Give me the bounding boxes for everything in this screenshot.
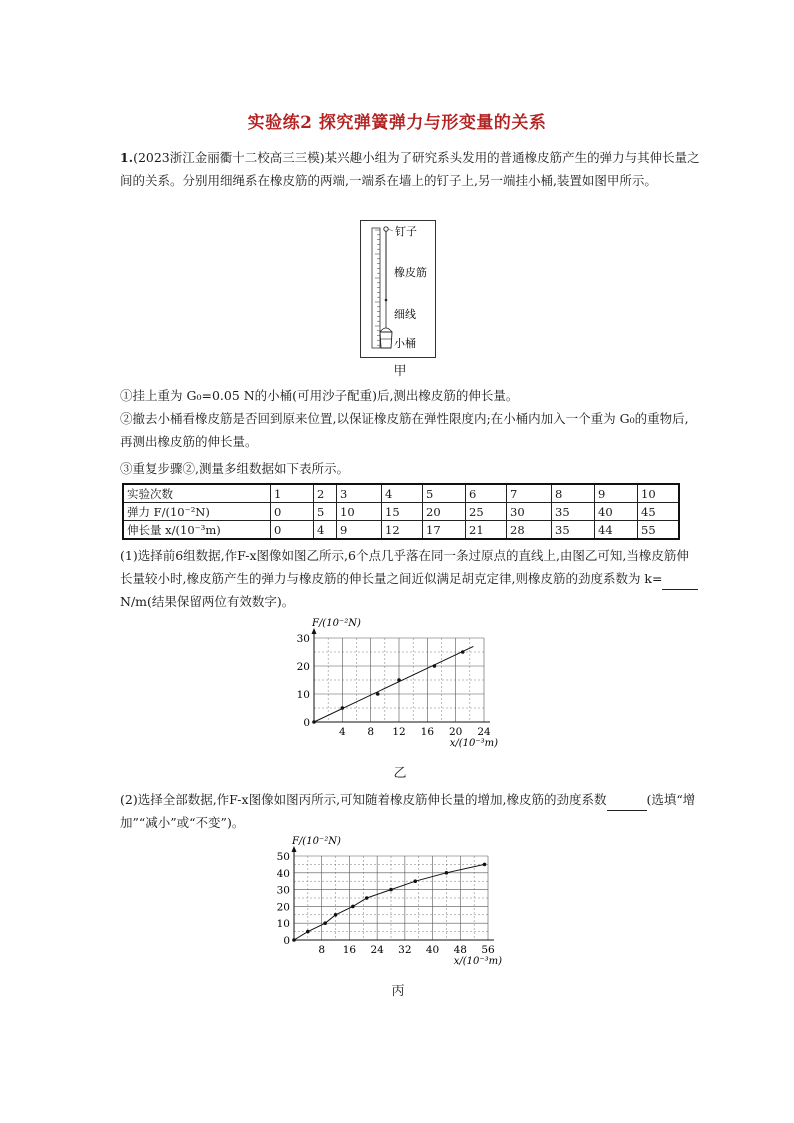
- x-axis-label: x/(10⁻³m): [449, 738, 498, 749]
- label-leader-nail: [388, 229, 393, 231]
- table-row: [123, 521, 679, 540]
- chart-b-caption: 乙: [393, 766, 407, 781]
- y-axis-label: F/(10⁻²N): [312, 618, 361, 629]
- data-point: [445, 871, 449, 875]
- table-cell: 0: [271, 503, 314, 521]
- step-3: ③重复步骤②,测量多组数据如下表所示。: [120, 461, 349, 476]
- table-cell: 5: [314, 503, 337, 521]
- figure-a-caption: 甲: [393, 364, 407, 379]
- data-point: [351, 905, 355, 909]
- data-point: [334, 913, 338, 917]
- bucket-handle: [380, 328, 392, 332]
- x-tick-label: 48: [453, 944, 467, 956]
- label-thread: 细线: [394, 308, 416, 321]
- answer-blank-1[interactable]: [662, 575, 698, 590]
- table-cell: 21: [466, 521, 507, 540]
- table-cell: 4: [314, 521, 337, 540]
- table-cell: 弹力 F/(10⁻²N): [123, 503, 271, 521]
- table-cell: 9: [595, 484, 638, 503]
- table-cell: 35: [552, 521, 595, 540]
- data-table: [122, 483, 680, 540]
- y-axis-label: F/(10⁻²N): [292, 836, 341, 847]
- y-tick-label: 30: [296, 633, 310, 645]
- series-line: [294, 864, 485, 940]
- table-cell: 35: [552, 503, 595, 521]
- data-point: [389, 888, 393, 892]
- bucket-icon: [380, 332, 392, 348]
- x-tick-label: 32: [398, 944, 412, 956]
- page-title: 实验练2 探究弹簧弹力与形变量的关系: [247, 113, 547, 133]
- table-cell: 伸长量 x/(10⁻³m): [123, 521, 271, 540]
- table-cell: 0: [271, 521, 314, 540]
- chart-c: [278, 836, 518, 972]
- table-cell: 4: [382, 484, 423, 503]
- part-2-text: (2)选择全部数据,作F-x图像如图丙所示,可知随着橡皮筋伸长量的增加,橡皮筋的劲度系数: [120, 792, 607, 807]
- y-tick-label: 10: [276, 918, 290, 931]
- x-tick-label: 12: [392, 726, 406, 738]
- table-row: [123, 503, 679, 521]
- table-cell: 45: [638, 503, 680, 521]
- data-point: [341, 706, 345, 710]
- data-point: [365, 896, 369, 900]
- ruler: [372, 228, 380, 348]
- x-tick-label: 24: [477, 726, 491, 738]
- table-cell: 44: [595, 521, 638, 540]
- table-cell: 5: [423, 484, 466, 503]
- table-cell: 7: [507, 484, 552, 503]
- x-tick-label: 8: [318, 944, 326, 956]
- y-tick-label: 20: [276, 901, 290, 914]
- table-row: [123, 484, 679, 503]
- x-tick-label: 4: [338, 726, 346, 738]
- x-tick-label: 16: [420, 726, 435, 738]
- question-number: 1.: [120, 150, 134, 165]
- chart-b: [290, 618, 520, 758]
- y-tick-label: 50: [276, 851, 290, 863]
- table-cell: 12: [382, 521, 423, 540]
- table-cell: 25: [466, 503, 507, 521]
- chart-c-caption: 丙: [391, 984, 405, 999]
- table-cell: 30: [507, 503, 552, 521]
- label-bucket: 小桶: [394, 337, 416, 350]
- part-2: [120, 788, 700, 834]
- data-point: [433, 664, 437, 668]
- data-point: [413, 879, 417, 883]
- table-cell: 6: [466, 484, 507, 503]
- step-2: ②撤去小桶看橡皮筋是否回到原来位置,以保证橡皮筋在弹性限度内;在小桶内加入一个重为 G₀的重物后,再测出橡皮筋的伸长量。: [120, 411, 689, 449]
- table-cell: 10: [638, 484, 680, 503]
- part-1-tail: N/m(结果保留两位有效数字)。: [120, 594, 295, 609]
- nail-icon: [384, 227, 388, 231]
- data-point: [483, 863, 487, 867]
- table-cell: 15: [382, 503, 423, 521]
- y-tick-label: 20: [296, 661, 310, 673]
- data-point: [323, 921, 327, 925]
- figure-apparatus: [360, 220, 436, 358]
- data-point: [397, 678, 401, 682]
- x-axis-label: x/(10⁻³m): [453, 956, 502, 967]
- table-cell: 55: [638, 521, 680, 540]
- question-intro-text: (2023浙江金丽衢十二校高三三模)某兴趣小组为了研究系头发用的普通橡皮筋产生的弹力与其伸长量之间的关系。分别用细绳系在橡皮筋的两端,一端系在墙上的钉子上,另一端挂小桶,装置如图甲所示。: [120, 150, 700, 188]
- table-cell: 17: [423, 521, 466, 540]
- data-point: [292, 938, 296, 942]
- table-cell: 8: [552, 484, 595, 503]
- table-cell: 实验次数: [123, 484, 271, 503]
- step-1: ①挂上重为 G₀=0.05 N的小桶(可用沙子配重)后,测出橡皮筋的伸长量。: [120, 388, 519, 403]
- table-cell: 28: [507, 521, 552, 540]
- y-tick-label: 0: [303, 717, 310, 729]
- data-point: [306, 930, 310, 934]
- grid: [294, 856, 488, 940]
- answer-blank-2[interactable]: [607, 796, 647, 811]
- part-1: [120, 544, 700, 613]
- table-cell: 20: [423, 503, 466, 521]
- table-cell: 1: [271, 484, 314, 503]
- y-tick-label: 0: [283, 935, 290, 947]
- y-tick-label: 40: [276, 867, 290, 880]
- x-tick-label: 20: [448, 726, 463, 738]
- label-nail: 钉子: [395, 225, 417, 238]
- x-tick-label: 24: [370, 944, 384, 956]
- table-cell: 40: [595, 503, 638, 521]
- y-tick-label: 30: [276, 884, 290, 897]
- table-cell: 2: [314, 484, 337, 503]
- part-1-text: (1)选择前6组数据,作F-x图像如图乙所示,6个点几乎落在同一条过原点的直线上,由图乙可知,当橡皮筋伸长量较小时,橡皮筋产生的弹力与橡皮筋的伸长量之间近似满足胡克定律,则橡皮筋的劲度系数为 k=: [120, 548, 689, 586]
- y-tick-label: 10: [296, 689, 310, 701]
- x-tick-label: 8: [367, 726, 375, 738]
- fit-line: [314, 646, 473, 722]
- x-tick-label: 40: [425, 944, 440, 956]
- data-point: [461, 650, 465, 654]
- table-cell: 9: [337, 521, 382, 540]
- question-1-intro: [120, 146, 700, 192]
- table-cell: 10: [337, 503, 382, 521]
- x-tick-label: 16: [342, 944, 357, 956]
- table-cell: 3: [337, 484, 382, 503]
- x-tick-label: 56: [481, 944, 495, 956]
- data-point: [376, 692, 380, 696]
- part-2-tail: (选填“增加”“减小”或“不变”)。: [120, 792, 696, 830]
- label-band: 橡皮筋: [394, 266, 427, 279]
- data-point: [312, 720, 316, 724]
